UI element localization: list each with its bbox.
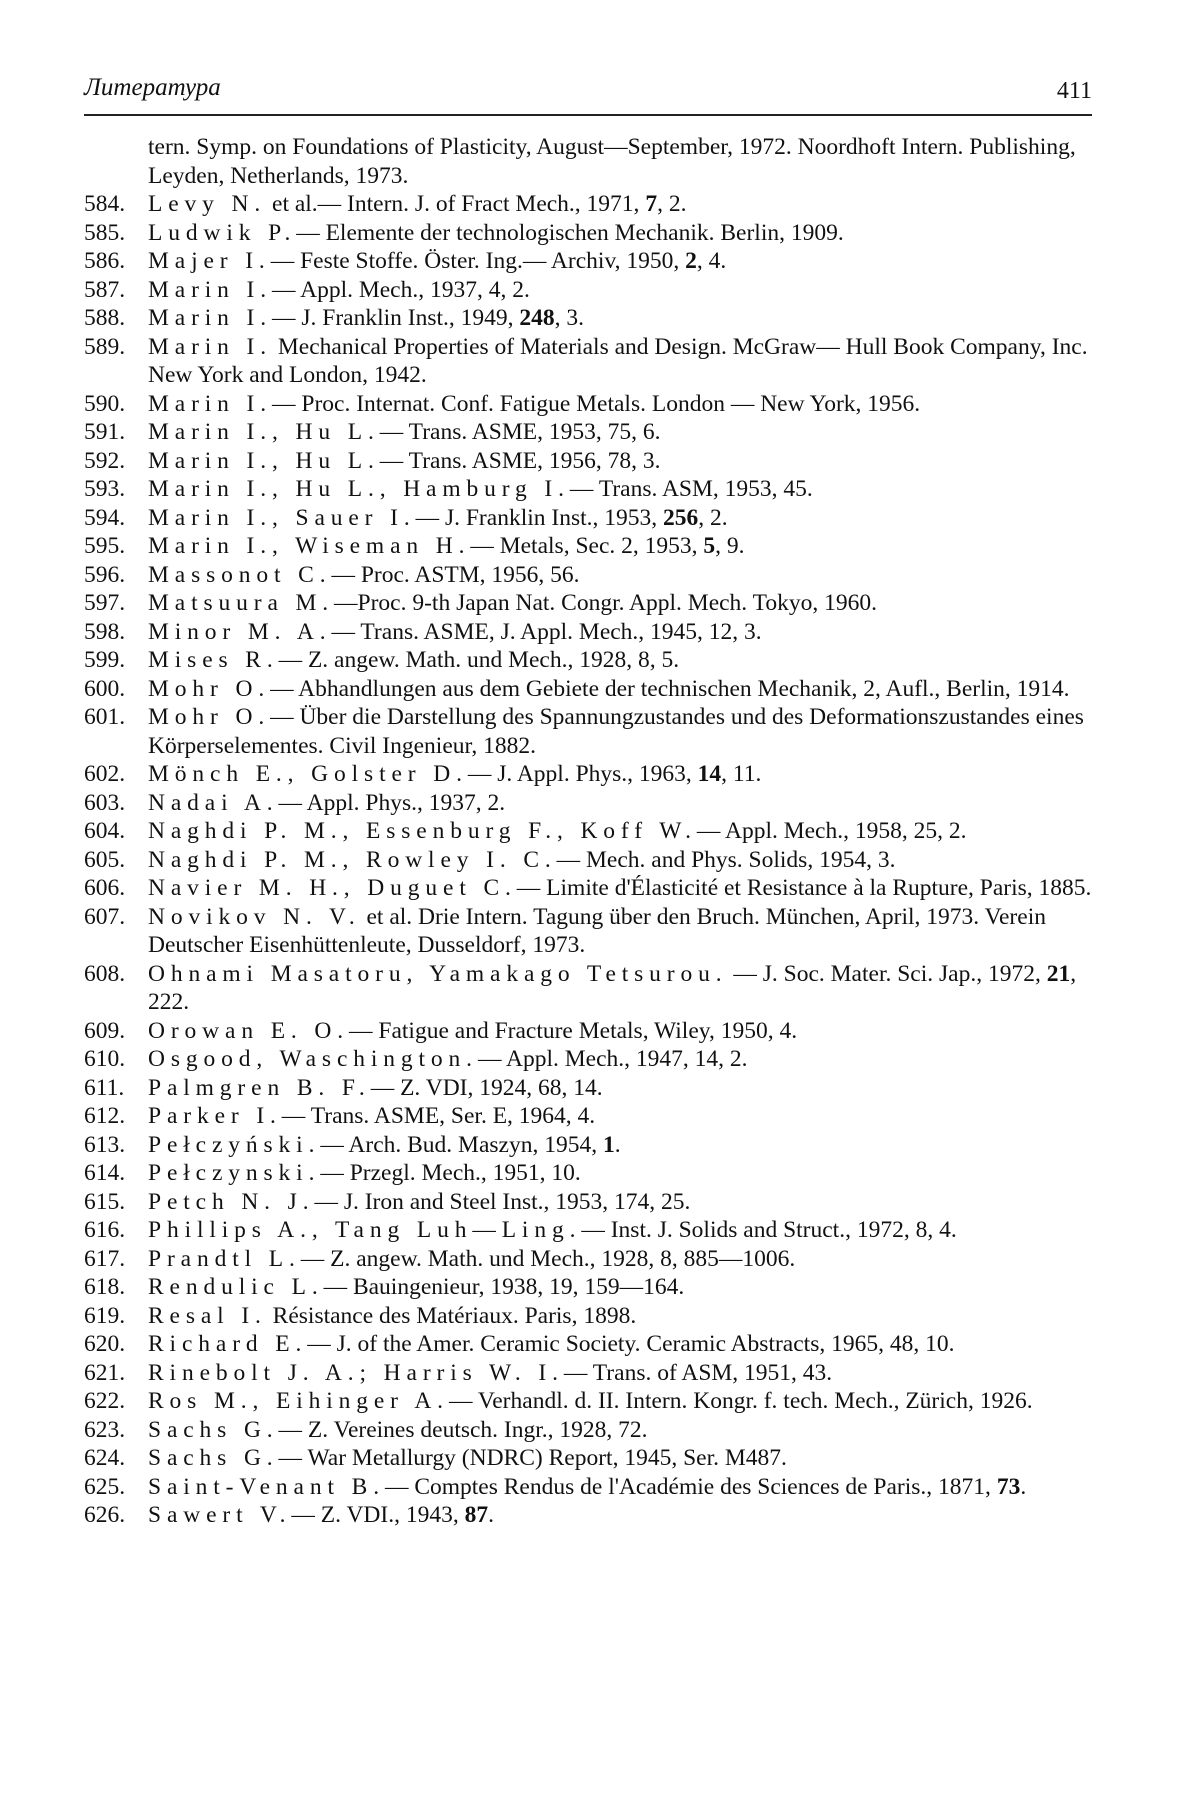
reference-text xyxy=(148,874,1092,903)
reference-number: 602. xyxy=(84,761,126,787)
reference-entry xyxy=(84,589,1092,618)
reference-citation: . xyxy=(488,1502,494,1528)
reference-author: Ohnami Masatoru, Yamakago Tetsurou. xyxy=(148,960,728,987)
reference-author: Parker I. xyxy=(148,1103,282,1129)
reference-text xyxy=(148,789,1092,818)
reference-number: 624. xyxy=(84,1445,126,1471)
reference-author: Mises R. xyxy=(148,647,279,673)
reference-author: Richard E. xyxy=(148,1331,308,1357)
reference-citation: — Verhandl. d. II. Intern. Kongr. f. tech. Mech., Zürich, 1926. xyxy=(448,1388,1033,1414)
reference-text xyxy=(148,903,1092,960)
reference-text xyxy=(148,1359,1092,1388)
reference-author: Marin I., Hu L. xyxy=(148,447,380,474)
reference-author: Levy N. xyxy=(148,191,267,217)
reference-text xyxy=(148,760,1092,789)
reference-entry xyxy=(84,760,1092,789)
reference-author: Massonot C. xyxy=(148,561,332,588)
reference-text xyxy=(148,1131,1092,1160)
reference-number: 619. xyxy=(84,1302,126,1329)
reference-entry xyxy=(84,703,1092,760)
reference-citation: Mechanical Properties of Materials and Design. McGraw— Hull Book Company, Inc. New York and London, 1942. xyxy=(148,333,1088,388)
reference-entry xyxy=(84,1273,1092,1302)
reference-author: Marin I. xyxy=(148,276,273,303)
reference-entry xyxy=(84,1045,1092,1074)
page-number: 411 xyxy=(1056,78,1092,104)
reference-entry xyxy=(84,646,1092,675)
reference-citation: — Über die Darstellung des Spannungzustandes und des Deformationszustandes eines Körperselementes. Civil Ingenieur, 1882. xyxy=(148,704,1084,759)
reference-text xyxy=(148,1273,1092,1302)
reference-citation: — Trans. ASME, 1956, 78, 3. xyxy=(379,447,661,474)
reference-entry xyxy=(84,304,1092,333)
reference-number: 613. xyxy=(84,1131,126,1158)
reference-number: 615. xyxy=(84,1188,126,1215)
reference-entry xyxy=(84,561,1092,590)
reference-number: 587. xyxy=(84,276,126,303)
reference-citation: — Elemente der technologischen Mechanik. Berlin, 1909. xyxy=(296,219,844,246)
reference-entry xyxy=(84,418,1092,447)
reference-volume: 1 xyxy=(602,1131,615,1158)
reference-number: 626. xyxy=(84,1502,126,1528)
reference-entry xyxy=(84,1131,1092,1160)
reference-citation: Résistance des Matériaux. Paris, 1898. xyxy=(266,1302,637,1329)
reference-citation: , 9. xyxy=(715,533,745,559)
reference-entry xyxy=(84,960,1092,1017)
reference-number: 592. xyxy=(84,447,126,474)
reference-text xyxy=(148,589,1092,618)
reference-text xyxy=(148,618,1092,647)
reference-entry xyxy=(84,1188,1092,1217)
reference-author: Novikov N. V. xyxy=(148,903,361,930)
reference-text xyxy=(148,190,1092,219)
reference-text xyxy=(148,675,1092,704)
reference-text xyxy=(148,1387,1092,1416)
reference-number: 601. xyxy=(84,704,126,730)
reference-author: Saint-Venant B. xyxy=(148,1473,385,1500)
reference-volume: 7 xyxy=(645,191,658,217)
reference-volume: 248 xyxy=(519,305,555,331)
reference-citation: , 4. xyxy=(696,248,727,274)
reference-number: 620. xyxy=(84,1331,126,1357)
reference-entry xyxy=(84,133,1092,190)
reference-text xyxy=(148,276,1092,305)
reference-entry xyxy=(84,1017,1092,1046)
reference-author: Mohr O. xyxy=(148,704,271,730)
reference-citation: — J. of the Amer. Ceramic Society. Ceramic Abstracts, 1965, 48, 10. xyxy=(307,1331,955,1357)
reference-citation: , 2. xyxy=(698,504,728,531)
reference-author: Naghdi P. M., Rowley I. C. xyxy=(148,846,557,873)
reference-text xyxy=(148,475,1092,504)
reference-citation: — Trans. ASME, Ser. E, 1964, 4. xyxy=(281,1103,596,1129)
reference-author: Navier M. H., Duguet C. xyxy=(148,875,517,901)
reference-author: Sachs G. xyxy=(148,1416,279,1443)
reference-citation: — Trans. ASME, J. Appl. Mech., 1945, 12, 3. xyxy=(331,618,762,645)
reference-citation: . xyxy=(1020,1473,1027,1500)
reference-citation: — Przegl. Mech., 1951, 10. xyxy=(320,1160,581,1186)
reference-citation: — J. Soc. Mater. Sci. Jap., 1972, xyxy=(727,960,1047,987)
reference-author: Naghdi P. M., Essenburg F., Koff W. xyxy=(148,818,697,844)
reference-volume: 256 xyxy=(663,504,699,531)
page-header xyxy=(84,74,1092,114)
reference-number: 612. xyxy=(84,1103,126,1129)
reference-citation: — Z. angew. Math. und Mech., 1928, 8, 885—1006. xyxy=(300,1245,796,1272)
reference-number: 585. xyxy=(84,219,126,246)
reference-author: Marin I., Hu L., Hamburg I. xyxy=(148,476,570,502)
reference-number: 625. xyxy=(84,1473,126,1500)
reference-entry xyxy=(84,618,1092,647)
reference-text xyxy=(148,1444,1092,1473)
reference-author: Sawert V. xyxy=(148,1502,292,1528)
reference-text xyxy=(148,418,1092,447)
reference-citation: , 3. xyxy=(554,305,585,331)
reference-text xyxy=(148,1102,1092,1131)
reference-number: 616. xyxy=(84,1217,126,1243)
reference-number: 622. xyxy=(84,1388,126,1414)
reference-author: Marin I. xyxy=(148,390,273,417)
running-title: Литература xyxy=(84,74,221,101)
reference-author: Palmgren B. F. xyxy=(148,1074,371,1101)
reference-citation: , 2. xyxy=(657,191,687,217)
reference-entry xyxy=(84,1302,1092,1331)
reference-citation: — Mech. and Phys. Solids, 1954, 3. xyxy=(556,846,896,873)
reference-citation: —Proc. 9-th Japan Nat. Congr. Appl. Mech. Tokyo, 1960. xyxy=(334,590,877,616)
reference-author: Pełczynski. xyxy=(148,1160,321,1186)
reference-author: Rendulic L. xyxy=(148,1274,324,1300)
reference-author: Marin I., Sauer I. xyxy=(148,504,416,531)
reference-citation: — Fatigue and Fracture Metals, Wiley, 1950, 4. xyxy=(349,1017,798,1044)
reference-entry xyxy=(84,1501,1092,1530)
reference-number: 589. xyxy=(84,333,126,360)
reference-author: Prandtl L. xyxy=(148,1245,301,1272)
reference-entry xyxy=(84,1245,1092,1274)
reference-author: Marin I. xyxy=(148,305,273,331)
reference-entry xyxy=(84,817,1092,846)
reference-citation: — J. Franklin Inst., 1953, xyxy=(415,504,663,531)
reference-citation: , 11. xyxy=(721,761,762,787)
reference-number: 588. xyxy=(84,305,126,331)
reference-citation: — Appl. Phys., 1937, 2. xyxy=(278,789,506,816)
reference-text xyxy=(148,1330,1092,1359)
reference-author: Mohr O. xyxy=(148,675,271,702)
reference-citation: — Metals, Sec. 2, 1953, xyxy=(470,533,704,559)
reference-author: Ros M., Eihinger A. xyxy=(148,1388,449,1414)
reference-number: 594. xyxy=(84,504,126,531)
reference-author: Marin I., Wiseman H. xyxy=(148,533,471,559)
reference-author: Matsuura M. xyxy=(148,590,335,616)
reference-text xyxy=(148,1245,1092,1274)
reference-number: 599. xyxy=(84,647,126,673)
reference-citation: et al. Drie Intern. Tagung über den Bruch. München, April, 1973. Verein Deutscher Eisenhüttenleute, Dusseldorf, 1973. xyxy=(148,903,1046,958)
reference-citation: — J. Franklin Inst., 1949, xyxy=(272,305,520,331)
reference-entry xyxy=(84,1416,1092,1445)
reference-text xyxy=(148,1302,1092,1331)
header-rule xyxy=(84,114,1092,116)
reference-entry xyxy=(84,532,1092,561)
reference-number: 595. xyxy=(84,533,126,559)
reference-number: 623. xyxy=(84,1416,126,1443)
reference-entry xyxy=(84,874,1092,903)
reference-author: Nadai A. xyxy=(148,789,279,816)
reference-author: Osgood, Waschington. xyxy=(148,1046,478,1072)
reference-text xyxy=(148,561,1092,590)
reference-volume: 2 xyxy=(685,248,697,274)
reference-text xyxy=(148,1045,1092,1074)
reference-number: 614. xyxy=(84,1160,126,1186)
reference-author: Phillips A., Tang Luh—Ling. xyxy=(148,1217,582,1243)
reference-number: 603. xyxy=(84,789,126,816)
reference-number: 593. xyxy=(84,476,126,502)
reference-number: 621. xyxy=(84,1359,126,1386)
reference-list xyxy=(84,133,1092,1530)
reference-text xyxy=(148,846,1092,875)
reference-entry xyxy=(84,1102,1092,1131)
reference-text xyxy=(148,1188,1092,1217)
reference-author: Marin I. xyxy=(148,333,273,360)
reference-citation: tern. Symp. on Foundations of Plasticity, August—September, 1972. Noordhoft Intern. Publishing, Leyden, Netherlands, 1973. xyxy=(148,134,1076,189)
reference-number: 606. xyxy=(84,875,126,901)
reference-text xyxy=(148,1159,1092,1188)
reference-citation: — Abhandlungen aus dem Gebiete der technischen Mechanik, 2, Aufl., Berlin, 1914. xyxy=(270,675,1070,702)
reference-text xyxy=(148,703,1092,760)
reference-number: 605. xyxy=(84,846,126,873)
reference-text xyxy=(148,1416,1092,1445)
reference-number: 596. xyxy=(84,561,126,588)
reference-citation: — Appl. Mech., 1947, 14, 2. xyxy=(477,1046,748,1072)
reference-entry xyxy=(84,1387,1092,1416)
reference-entry xyxy=(84,1159,1092,1188)
reference-text xyxy=(148,1473,1092,1502)
reference-citation: — Trans. ASM, 1953, 45. xyxy=(569,476,813,502)
reference-entry xyxy=(84,1444,1092,1473)
reference-number: 611. xyxy=(84,1074,125,1101)
reference-text xyxy=(148,532,1092,561)
reference-citation: — War Metallurgy (NDRC) Report, 1945, Ser. M487. xyxy=(278,1445,787,1471)
reference-author: Petch N. J. xyxy=(148,1188,315,1215)
reference-volume: 21 xyxy=(1046,960,1071,987)
reference-volume: 5 xyxy=(703,533,716,559)
reference-entry xyxy=(84,1473,1092,1502)
reference-number: 609. xyxy=(84,1017,126,1044)
reference-author: Marin I., Hu L. xyxy=(148,419,380,445)
reference-author: Mönch E., Golster D. xyxy=(148,761,468,787)
reference-text xyxy=(148,1074,1092,1103)
reference-citation: — Trans. of ASM, 1951, 43. xyxy=(563,1359,833,1386)
reference-volume: 14 xyxy=(697,761,722,787)
reference-number: 607. xyxy=(84,903,126,930)
reference-entry xyxy=(84,333,1092,390)
reference-text xyxy=(148,817,1092,846)
reference-text xyxy=(148,133,1092,190)
reference-citation: — Bauingenieur, 1938, 19, 159—164. xyxy=(323,1274,685,1300)
reference-number: 618. xyxy=(84,1274,126,1300)
reference-citation: . xyxy=(614,1131,621,1158)
reference-number: 608. xyxy=(84,960,126,987)
reference-text xyxy=(148,247,1092,276)
reference-number: 610. xyxy=(84,1046,126,1072)
reference-number: 597. xyxy=(84,590,126,616)
reference-citation: — Comptes Rendus de l'Académie des Sciences de Paris., 1871, xyxy=(384,1473,997,1500)
reference-citation: — Proc. ASTM, 1956, 56. xyxy=(331,561,580,588)
reference-author: Ludwik P. xyxy=(148,219,297,246)
reference-entry xyxy=(84,1330,1092,1359)
reference-text xyxy=(148,504,1092,533)
reference-text xyxy=(148,219,1092,248)
reference-entry xyxy=(84,447,1092,476)
reference-citation: — Appl. Mech., 1937, 4, 2. xyxy=(272,276,530,303)
reference-text xyxy=(148,333,1092,390)
reference-citation: — J. Appl. Phys., 1963, xyxy=(467,761,698,787)
reference-entry xyxy=(84,903,1092,960)
reference-citation: — Z. angew. Math. und Mech., 1928, 8, 5. xyxy=(278,647,680,673)
reference-citation: — Proc. Internat. Conf. Fatigue Metals. London — New York, 1956. xyxy=(272,390,921,417)
reference-number: 584. xyxy=(84,191,126,217)
reference-number: 600. xyxy=(84,675,126,702)
reference-citation: et al.— Intern. J. of Fract Mech., 1971, xyxy=(266,191,646,217)
reference-text xyxy=(148,1501,1092,1530)
reference-author: Minor M. A. xyxy=(148,618,332,645)
reference-entry xyxy=(84,675,1092,704)
reference-citation: — Appl. Mech., 1958, 25, 2. xyxy=(696,818,967,844)
reference-entry xyxy=(84,475,1092,504)
reference-text xyxy=(148,1216,1092,1245)
reference-citation: — Z. Vereines deutsch. Ingr., 1928, 72. xyxy=(278,1416,648,1443)
reference-text xyxy=(148,960,1092,1017)
reference-entry xyxy=(84,1074,1092,1103)
reference-author: Orowan E. O. xyxy=(148,1017,350,1044)
reference-entry xyxy=(84,276,1092,305)
reference-number: 617. xyxy=(84,1245,126,1272)
reference-entry xyxy=(84,1359,1092,1388)
reference-volume: 87 xyxy=(464,1502,489,1528)
reference-citation: — Feste Stoffe. Öster. Ing.— Archiv, 1950, xyxy=(270,248,686,274)
reference-citation: — Inst. J. Solids and Struct., 1972, 8, 4. xyxy=(581,1217,957,1243)
reference-number: 590. xyxy=(84,390,126,417)
reference-entry xyxy=(84,1216,1092,1245)
reference-author: Sachs G. xyxy=(148,1445,279,1471)
reference-entry xyxy=(84,190,1092,219)
reference-text xyxy=(148,390,1092,419)
reference-entry xyxy=(84,219,1092,248)
reference-citation: , 222. xyxy=(148,960,1077,1015)
reference-text xyxy=(148,447,1092,476)
reference-entry xyxy=(84,846,1092,875)
reference-volume: 73 xyxy=(996,1473,1021,1500)
reference-citation: — Limite d'Élasticité et Resistance à la Rupture, Paris, 1885. xyxy=(516,875,1092,901)
reference-citation: — J. Iron and Steel Inst., 1953, 174, 25. xyxy=(314,1188,691,1215)
reference-author: Pełczyński. xyxy=(148,1131,321,1158)
reference-text xyxy=(148,304,1092,333)
reference-number: 598. xyxy=(84,618,126,645)
reference-author: Majer I. xyxy=(148,248,271,274)
reference-citation: — Z. VDI, 1924, 68, 14. xyxy=(370,1074,603,1101)
reference-author: Rinebolt J. A.; Harris W. I. xyxy=(148,1359,564,1386)
reference-text xyxy=(148,1017,1092,1046)
reference-entry xyxy=(84,390,1092,419)
reference-citation: — Z. VDI., 1943, xyxy=(291,1502,465,1528)
reference-author: Resal I. xyxy=(148,1302,267,1329)
reference-number: 604. xyxy=(84,818,126,844)
reference-entry xyxy=(84,504,1092,533)
reference-number: 591. xyxy=(84,419,126,445)
reference-citation: — Trans. ASME, 1953, 75, 6. xyxy=(379,419,661,445)
reference-text xyxy=(148,646,1092,675)
reference-number: 586. xyxy=(84,248,126,274)
reference-entry xyxy=(84,247,1092,276)
reference-citation: — Arch. Bud. Maszyn, 1954, xyxy=(320,1131,603,1158)
reference-entry xyxy=(84,789,1092,818)
